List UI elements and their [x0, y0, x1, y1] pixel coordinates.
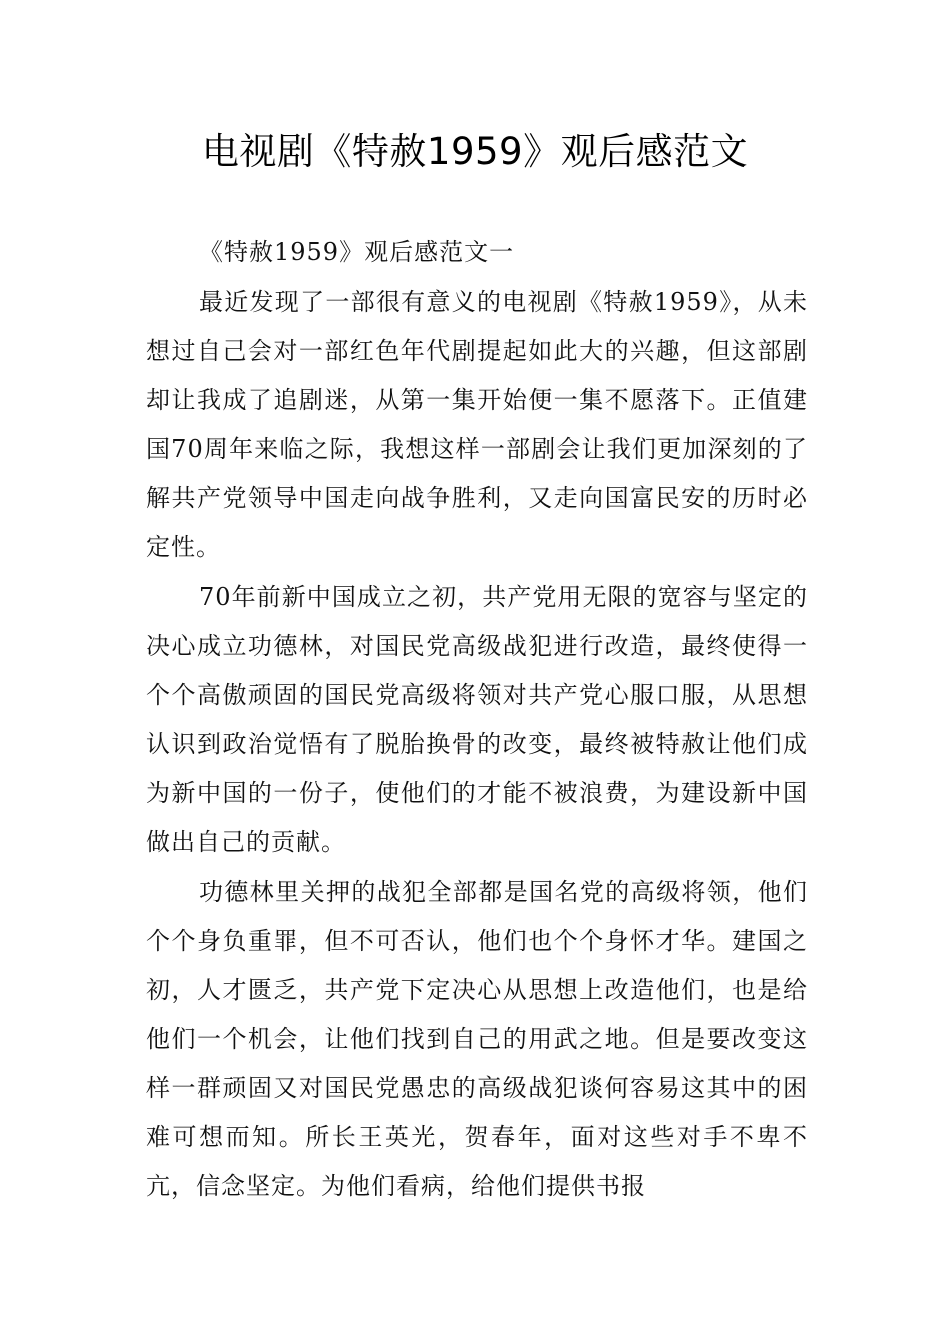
page-title: 电视剧《特赦1959》观后感范文 [201, 130, 749, 173]
section-heading: 《特赦1959》观后感范文一 [199, 238, 515, 266]
paragraph-2: 70年前新中国成立之初，共产党用无限的宽容与坚定的决心成立功德林，对国民党高级战犯进行改造，最终使得一个个高傲顽固的国民党高级将领对共产党心服口服，从思想认识到政治觉悟有了脱胎换骨的改变，最终被特赦让他们成为新中国的一份子，使他们的才能不被浪费，为建设新中国做出自己的贡献。 [146, 583, 808, 856]
paragraph-3: 功德林里关押的战犯全部都是国名党的高级将领，他们个个身负重罪，但不可否认，他们也个个身怀才华。建国之初，人才匮乏，共产党下定决心从思想上改造他们，也是给他们一个机会，让他们找到自己的用武之地。但是要改变这样一群顽固又对国民党愚忠的高级战犯谈何容易这其中的困难可想而知。所长王英光，贺春年，面对这些对手不卑不亢，信念坚定。为他们看病，给他们提供书报 [146, 878, 808, 1200]
document-body [146, 228, 808, 1211]
paragraph-1: 最近发现了一部很有意义的电视剧《特赦1959》，从未想过自己会对一部红色年代剧提起如此大的兴趣，但这部剧却让我成了追剧迷，从第一集开始便一集不愿落下。正值建国70周年来临之际，我想这样一部剧会让我们更加深刻的了解共产党领导中国走向战争胜利，又走向国富民安的历时必定性。 [146, 288, 808, 561]
